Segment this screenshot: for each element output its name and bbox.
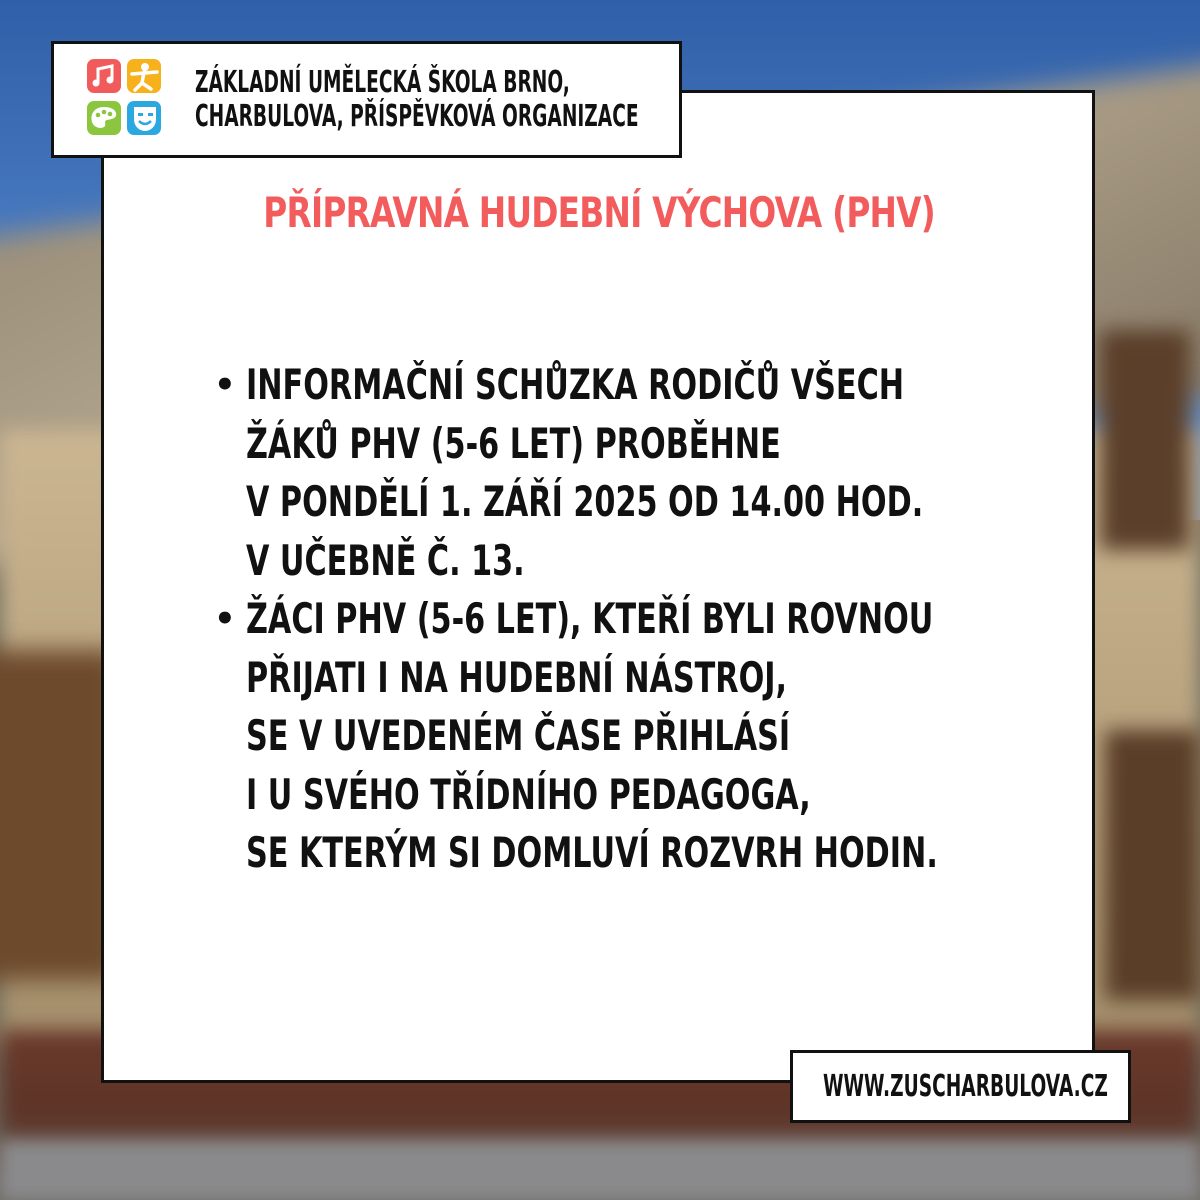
list-item-line: I U SVÉHO TŘÍDNÍHO PEDAGOGA,: [246, 769, 811, 819]
school-name-line: ZÁKLADNÍ UMĚLECKÁ ŠKOLA BRNO,: [195, 65, 570, 100]
palette-icon: [87, 101, 121, 135]
list-item-line: V UČEBNĚ Č. 13.: [246, 535, 525, 585]
announcement-list: [214, 356, 1114, 883]
bullet: •: [214, 365, 236, 405]
list-item-line: SE V UVEDENÉM ČASE PŘIHLÁSÍ: [246, 711, 791, 760]
bullet: •: [214, 599, 236, 639]
school-name-line: CHARBULOVA, PŘÍSPĚVKOVÁ ORGANIZACE: [195, 99, 639, 134]
website-link[interactable]: WWW.ZUSCHARBULOVA.CZ: [823, 1069, 1108, 1104]
window-right-lower: [1105, 730, 1200, 1000]
theatre-mask-icon: [127, 101, 161, 135]
list-item-line: SE KTERÝM SI DOMLUVÍ ROZVRH HODIN.: [246, 828, 938, 877]
announcement-title: PŘÍPRAVNÁ HUDEBNÍ VÝCHOVA (PHV): [263, 188, 935, 237]
music-note-icon: [87, 59, 121, 93]
list-item-line: ŽÁCI PHV (5-6 LET), KTEŘÍ BYLI ROVNOU: [246, 594, 934, 643]
list-item: [214, 356, 1114, 590]
school-logo: [87, 59, 163, 139]
list-item-line: ŽÁKŮ PHV (5-6 LET) PROBĚHNE: [246, 418, 781, 468]
list-item-line: INFORMAČNÍ SCHŮZKA RODIČŮ VŠECH: [246, 360, 905, 409]
school-header: [51, 41, 682, 158]
ground: [0, 1140, 1200, 1200]
list-item: [214, 590, 1114, 883]
list-item-line: PŘIJATI I NA HUDEBNÍ NÁSTROJ,: [246, 652, 788, 702]
school-name: [195, 66, 755, 134]
list-item-line: V PONDĚLÍ 1. ZÁŘÍ 2025 OD 14.00 HOD.: [246, 477, 924, 526]
dancer-icon: [127, 59, 161, 93]
website-box: [790, 1050, 1131, 1123]
